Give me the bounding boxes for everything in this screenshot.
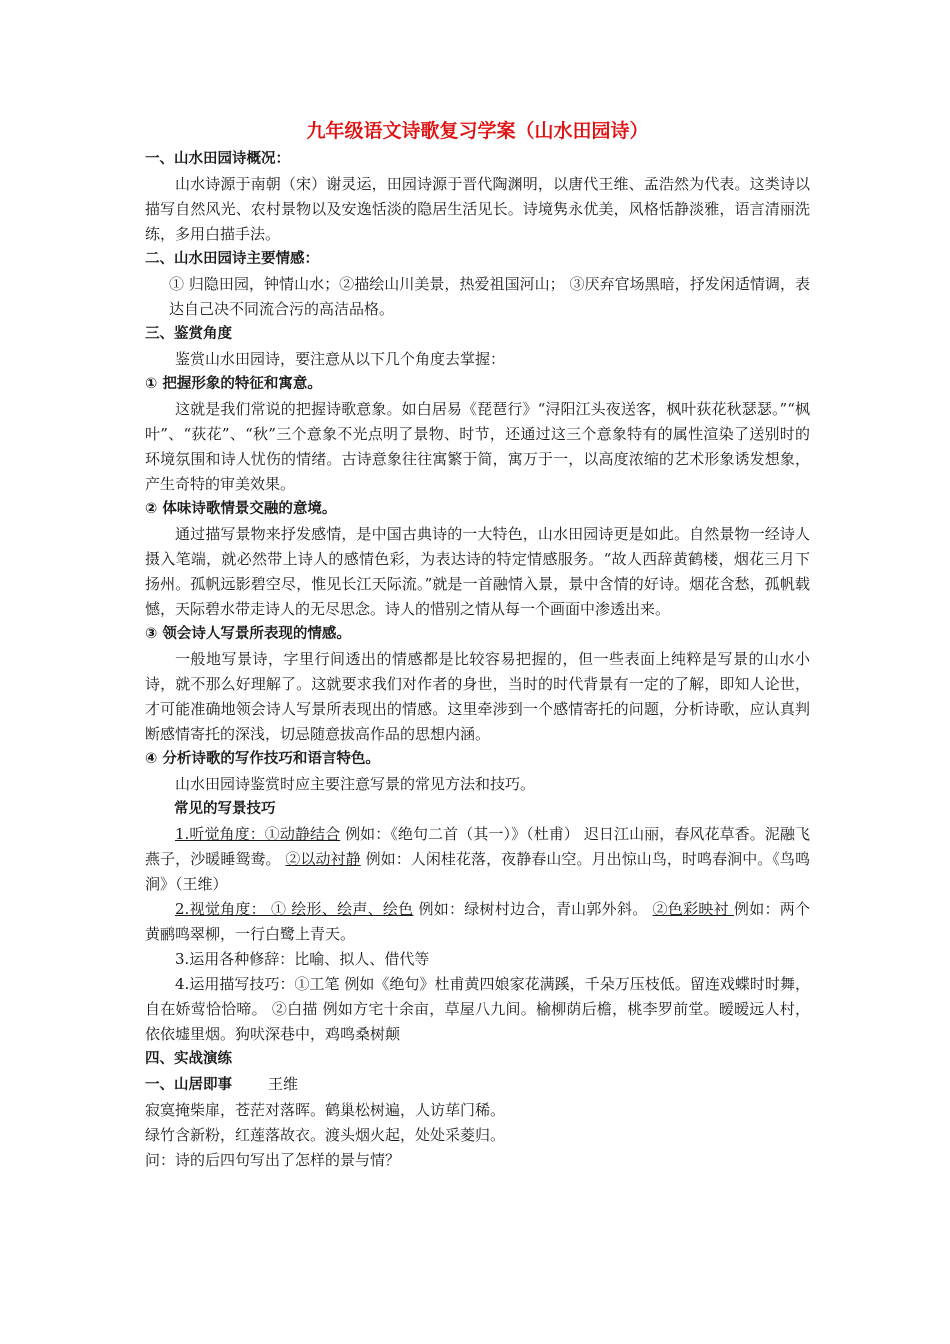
angle-2-heading: ② 体味诗歌情景交融的意境。 bbox=[145, 501, 337, 517]
angle-4-body: 山水田园诗鉴赏时应主要注意写景的常见方法和技巧。 bbox=[175, 775, 536, 793]
section-2-body: ① 归隐田园，钟情山水；②描绘山川美景，热爱祖国河山； ③厌弃官场黑暗，抒发闲适情调，表达自己决不同流合污的高洁品格。 bbox=[169, 275, 810, 318]
technique-1-sub-example: 例如：人闲桂花落，夜静春山空。月出惊山鸟，时鸣春涧中。《鸟鸣涧》（王维） bbox=[145, 850, 810, 893]
technique-2-sub-example: 例如：两个黄鹂鸣翠柳，一行白鹭上青天。 bbox=[145, 900, 810, 943]
section-1-heading: 一、山水田园诗概况： bbox=[145, 151, 290, 167]
section-3-heading: 三、鉴赏角度 bbox=[145, 326, 232, 342]
poem-heading-row bbox=[145, 1072, 810, 1098]
question: 问：诗的后四句写出了怎样的景与情？ bbox=[145, 1151, 401, 1169]
technique-2 bbox=[145, 897, 810, 947]
technique-1-label: 1.听觉角度：①动静结合 bbox=[175, 825, 341, 843]
techniques-heading: 常见的写景技巧 bbox=[174, 801, 276, 817]
angle-3-heading: ③ 领会诗人写景所表现的情感。 bbox=[145, 626, 351, 642]
section-1-body: 山水诗源于南朝（宋）谢灵运，田园诗源于晋代陶渊明，以唐代王维、孟浩然为代表。这类诗以描写自然风光、农村景物以及安逸恬淡的隐居生活见长。诗境隽永优美，风格恬静淡雅，语言清丽洗练，多用白描手法。 bbox=[145, 175, 810, 243]
technique-4: 4.运用描写技巧：①工笔 例如《绝句》杜甫黄四娘家花满蹊，千朵万压枝低。留连戏蝶时时舞，自在娇莺恰恰啼。 ②白描 例如方宅十余亩，草屋八九间。榆柳荫后檐，桃李罗前堂。暧暧远人村，依依墟里烟。狗吠深巷中，鸡鸣桑树颠 bbox=[145, 975, 810, 1043]
technique-1-sub-label: ②以动衬静 bbox=[285, 850, 361, 868]
technique-1-example: 例如：《绝句二首（其一）》（杜甫） 迟日江山丽，春风花草香。泥融飞燕子，沙暖睡鸳鸯。 bbox=[145, 825, 810, 868]
page-title: 九年级语文诗歌复习学案（山水田园诗） bbox=[306, 120, 649, 142]
poem-line-2: 绿竹含新粉，红莲落故衣。渡头烟火起，处处采菱归。 bbox=[145, 1126, 506, 1144]
technique-2-sub-label: ②色彩映衬 bbox=[652, 900, 734, 918]
angle-2-body: 通过描写景物来抒发感情，是中国古典诗的一大特色，山水田园诗更是如此。自然景物一经诗人摄入笔端，就必然带上诗人的感情色彩，为表达诗的特定情感服务。“故人西辞黄鹤楼，烟花三月下扬州。孤帆远影碧空尽，惟见长江天际流。”就是一首融情入景，景中含情的好诗。烟花含愁，孤帆载憾，天际碧水带走诗人的无尽思念。诗人的惜别之情从每一个画面中渗透出来。 bbox=[145, 525, 810, 618]
poem-title: 一、山居即事 bbox=[145, 1077, 232, 1093]
technique-2-label: 2.视觉角度： ① 绘形、绘声、绘色 bbox=[175, 900, 414, 918]
angle-4-heading: ④ 分析诗歌的写作技巧和语言特色。 bbox=[145, 751, 380, 767]
angle-1-heading: ① 把握形象的特征和寓意。 bbox=[145, 376, 322, 392]
document-page bbox=[145, 118, 810, 1173]
section-3-intro: 鉴赏山水田园诗，要注意从以下几个角度去掌握： bbox=[175, 350, 506, 368]
section-4-heading: 四、实战演练 bbox=[145, 1051, 232, 1067]
technique-3: 3.运用各种修辞：比喻、拟人、借代等 bbox=[175, 950, 430, 968]
poem-line-1: 寂寞掩柴扉，苍茫对落晖。鹤巢松树遍，人访荜门稀。 bbox=[145, 1101, 506, 1119]
angle-1-body: 这就是我们常说的把握诗歌意象。如白居易《琵琶行》“浔阳江头夜送客，枫叶荻花秋瑟瑟。”“枫叶”、“荻花”、“秋”三个意象不光点明了景物、时节，还通过这三个意象特有的属性渲染了送别时的环境氛围和诗人忧伤的情绪。古诗意象往往寓繁于简，寓万于一，以高度浓缩的艺术形象诱发想象，产生奇特的审美效果。 bbox=[145, 400, 810, 493]
technique-1 bbox=[145, 822, 810, 897]
section-2-heading: 二、山水田园诗主要情感： bbox=[145, 251, 319, 267]
poem-author: 王维 bbox=[268, 1075, 299, 1093]
technique-2-example: 例如：绿树村边合，青山郭外斜。 bbox=[413, 900, 653, 918]
angle-3-body: 一般地写景诗，字里行间透出的情感都是比较容易把握的，但一些表面上纯粹是写景的山水小诗，就不那么好理解了。这就要求我们对作者的身世，当时的时代背景有一定的了解，即知人论世，才可能准确地领会诗人写景所表现出的情感。这里牵涉到一个感情寄托的问题，分析诗歌，应认真判断感情寄托的深浅，切忌随意拔高作品的思想内涵。 bbox=[145, 650, 810, 743]
